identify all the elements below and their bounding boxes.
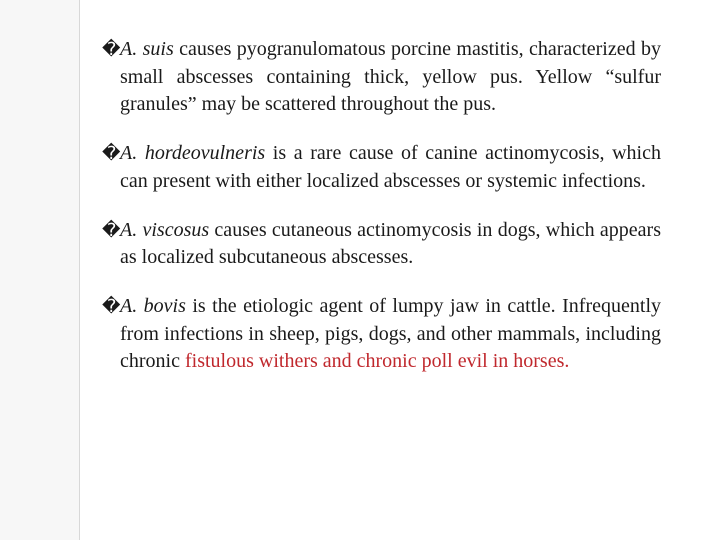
highlighted-text: fistulous withers and chronic poll evil in horses xyxy=(184,350,565,373)
side-panel xyxy=(0,0,80,540)
species-name: A. viscosus xyxy=(120,218,210,241)
item-text: is a rare cause of canine actinomycosis, which can present with either localized abscesses or systemic infections. xyxy=(120,142,661,192)
bullet-list xyxy=(102,36,661,397)
species-name: A. hordeovulneris xyxy=(120,142,266,165)
bullet-item-a-bovis xyxy=(102,293,661,376)
species-name: A. bovis xyxy=(120,294,186,317)
item-text-end: . xyxy=(564,350,570,373)
item-text: is the etiologic agent of lumpy jaw in cattle. Infrequently from infections in sheep, pigs, dogs, and other mammals, including chronic xyxy=(120,294,661,373)
bullet-icon: � xyxy=(102,39,121,60)
item-text: causes cutaneous actinomycosis in dogs, which appears as localized subcutaneous abscesses. xyxy=(120,218,661,269)
item-text: causes pyogranulomatous porcine mastitis, characterized by small abscesses containing thick, yellow pus. Yellow “sulfur granules” may be scattered throughout the pus. xyxy=(120,38,661,116)
bullet-item-a-suis xyxy=(102,36,661,119)
bullet-item-a-viscosus xyxy=(102,217,661,272)
bullet-item-a-hordeovulneris xyxy=(102,140,661,195)
species-name: A. suis xyxy=(120,38,174,60)
bullet-icon: � xyxy=(102,219,121,241)
bullet-icon: � xyxy=(102,295,121,317)
bullet-icon: � xyxy=(102,143,121,165)
